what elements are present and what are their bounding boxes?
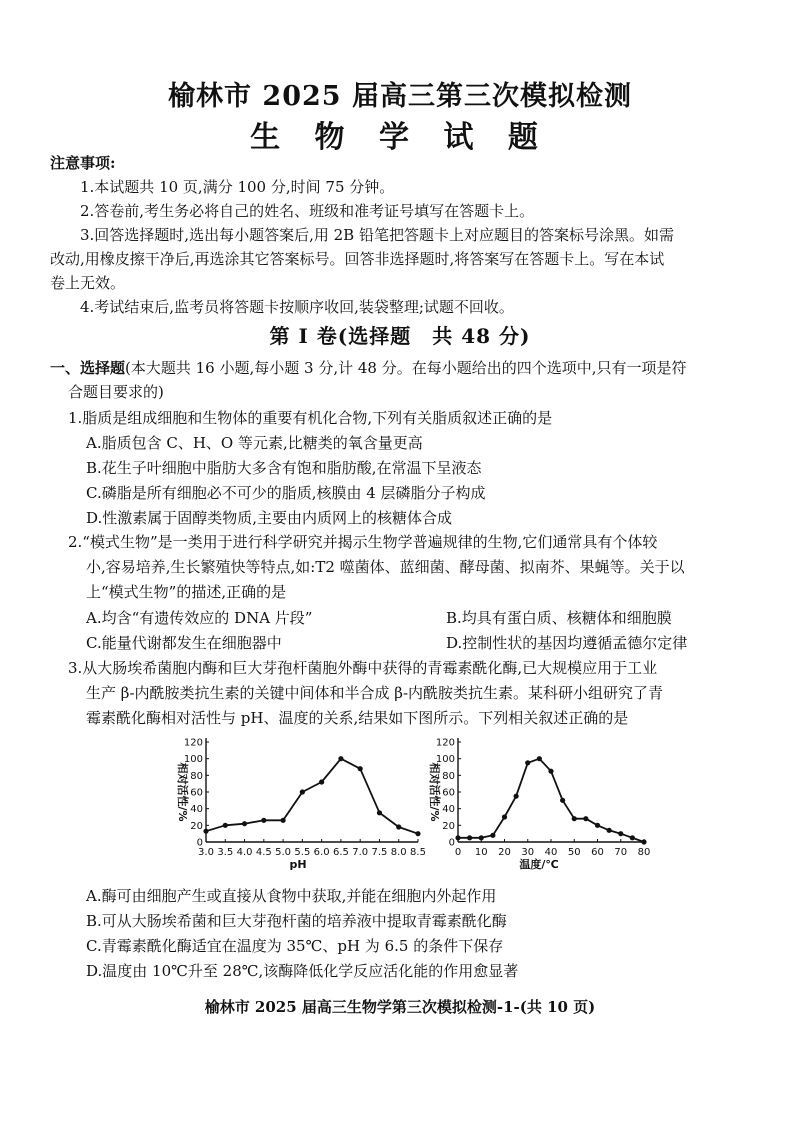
q3-option-d: D.温度由 10℃升至 28℃,该酶降低化学反应活化能的作用愈显著	[86, 962, 519, 980]
data-point	[525, 760, 530, 765]
x-tick-label: 5.0	[275, 847, 292, 858]
x-axis-label: 温度/℃	[519, 858, 559, 870]
x-tick-label: 4.5	[255, 847, 272, 858]
notice-item: 3.回答选择题时,选出每小题答案后,用 2B 铅笔把答题卡上对应题目的答案标号涂黑。如需	[80, 226, 674, 244]
data-point	[479, 835, 484, 840]
data-point	[203, 829, 208, 834]
x-tick-label: 3.0	[198, 847, 214, 858]
exam-title: 榆林市 2025 届高三第三次模拟检测	[168, 81, 632, 112]
x-tick-label: 6.5	[332, 847, 349, 858]
q3-stem: 霉素酰化酶相对活性与 pH、温度的关系,结果如下图所示。下列相关叙述正确的是	[86, 709, 629, 727]
notice-item: 2.答卷前,考生务必将自己的姓名、班级和准考证号填写在答题卡上。	[80, 202, 535, 220]
data-point	[595, 823, 600, 828]
x-tick-label: 20	[498, 847, 511, 858]
x-tick-label: 4.0	[236, 847, 253, 858]
q1-option-d: D.性激素属于固醇类物质,主要由内质网上的核糖体合成	[86, 509, 453, 527]
y-axis-label: 相对活性/%	[428, 762, 441, 822]
section-intro-text: 合题目要求的)	[68, 383, 164, 401]
x-tick-label: 5.5	[294, 847, 311, 858]
x-axis-label: pH	[289, 858, 307, 870]
q2-stem: 小,容易培养,生长繁殖快等特点,如:T2 噬菌体、蓝细菌、酵母菌、拟南芥、果蝇等。关于以	[86, 558, 685, 576]
page-footer: 榆林市 2025 届高三生物学第三次模拟检测-1-(共 10 页)	[204, 998, 596, 1016]
y-tick-label: 80	[190, 770, 203, 782]
data-point	[319, 779, 324, 784]
data-point	[396, 824, 401, 829]
q1-option-b: B.花生子叶细胞中脂肪大多含有饱和脂肪酸,在常温下呈液态	[86, 459, 482, 477]
y-tick-label: 120	[183, 737, 203, 749]
x-tick-label: 40	[544, 847, 558, 858]
q2-option-a: A.均含“有遗传效应的 DNA 片段”	[86, 609, 313, 627]
notice-item: 改动,用橡皮擦干净后,再选涂其它答案标号。回答非选择题时,将答案写在答题卡上。写在本试	[50, 250, 665, 268]
section-intro-label: 一、选择题	[50, 359, 126, 377]
y-tick-label: 100	[183, 754, 203, 766]
x-tick-label: 10	[474, 847, 488, 858]
subject-title: 生 物 学 试 题	[250, 120, 550, 155]
q1-option-a: A.脂质包含 C、H、O 等元素,比糖类的氧含量更高	[86, 434, 423, 452]
data-point	[300, 789, 305, 794]
data-point	[358, 766, 363, 771]
q3-option-b: B.可从大肠埃希菌和巨大芽孢杆菌的培养液中提取青霉素酰化酶	[86, 912, 507, 930]
data-point	[537, 756, 542, 761]
data-point	[560, 798, 565, 803]
q1-stem: 1.脂质是组成细胞和生物体的重要有机化合物,下列有关脂质叙述正确的是	[68, 409, 553, 427]
data-point	[514, 794, 519, 799]
temperature-activity-chart	[418, 734, 668, 870]
data-point	[618, 831, 623, 836]
y-tick-label: 100	[435, 754, 455, 766]
y-tick-label: 60	[190, 787, 203, 799]
q2-option-d: D.控制性状的基因均遵循孟德尔定律	[446, 634, 688, 652]
x-tick-label: 30	[521, 847, 535, 858]
y-tick-label: 80	[442, 770, 455, 782]
q3-option-c: C.青霉素酰化酶适宜在温度为 35℃、pH 为 6.5 的条件下保存	[86, 937, 504, 955]
data-point	[377, 810, 382, 815]
x-tick-label: 8.0	[390, 847, 407, 858]
x-tick-label: 0	[454, 847, 462, 858]
x-tick-label: 50	[567, 847, 581, 858]
data-point	[223, 823, 228, 828]
data-point	[630, 835, 635, 840]
y-tick-label: 20	[442, 820, 455, 832]
q2-option-c: C.能量代谢都发生在细胞器中	[86, 634, 282, 652]
data-point	[467, 835, 472, 840]
data-point	[502, 814, 507, 819]
series-line	[206, 759, 418, 834]
x-tick-label: 7.5	[371, 847, 388, 858]
x-tick-label: 60	[591, 847, 604, 858]
q3-option-a: A.酶可由细胞产生或直接从食物中获取,并能在细胞内外起作用	[86, 887, 497, 905]
q2-stem: 上“模式生物”的描述,正确的是	[86, 583, 287, 601]
x-tick-label: 6.0	[313, 847, 330, 858]
q2-option-b: B.均具有蛋白质、核糖体和细胞膜	[446, 609, 672, 627]
q2-stem: 2.“模式生物”是一类用于进行科学研究并揭示生物学普遍规律的生物,它们通常具有个体较	[68, 533, 658, 551]
data-point	[455, 835, 460, 840]
x-tick-label: 3.5	[217, 847, 234, 858]
data-point	[261, 818, 266, 823]
x-tick-label: 80	[637, 847, 651, 858]
data-point	[572, 816, 577, 821]
q3-stem: 生产 β-内酰胺类抗生素的关键中间体和半合成 β-内酰胺类抗生素。某科研小组研究了青	[86, 684, 664, 702]
notice-item: 卷上无效。	[50, 274, 126, 292]
notice-heading: 注意事项:	[50, 154, 116, 172]
x-tick-label: 8.5	[410, 847, 426, 858]
data-point	[280, 818, 285, 823]
section-intro	[50, 356, 687, 380]
data-point	[583, 816, 588, 821]
y-tick-label: 120	[435, 737, 455, 749]
data-point	[490, 833, 495, 838]
data-point	[607, 828, 612, 833]
notice-item: 4.考试结束后,监考员将答题卡按顺序收回,装袋整理;试题不回收。	[80, 298, 514, 316]
section-intro-text: (本大题共 16 小题,每小题 3 分,计 48 分。在每小题给出的四个选项中,只有一项是符	[125, 359, 687, 377]
y-tick-label: 40	[190, 804, 203, 816]
y-tick-label: 20	[190, 820, 203, 832]
q1-option-c: C.磷脂是所有细胞必不可少的脂质,核膜由 4 层磷脂分子构成	[86, 484, 486, 502]
data-point	[242, 821, 247, 826]
notice-item: 1.本试题共 10 页,满分 100 分,时间 75 分钟。	[80, 178, 395, 196]
y-tick-label: 40	[442, 804, 455, 816]
y-tick-label: 0	[448, 837, 455, 849]
y-tick-label: 0	[196, 837, 203, 849]
data-point	[641, 839, 646, 844]
x-tick-label: 70	[614, 847, 628, 858]
data-point	[548, 769, 553, 774]
y-axis-label: 相对活性/%	[176, 762, 189, 822]
ph-activity-chart	[168, 734, 436, 870]
section-title: 第 I 卷(选择题 共 48 分)	[269, 324, 531, 348]
y-tick-label: 60	[442, 787, 455, 799]
data-point	[338, 756, 343, 761]
x-tick-label: 7.0	[352, 847, 369, 858]
q3-stem: 3.从大肠埃希菌胞内酶和巨大芽孢杆菌胞外酶中获得的青霉素酰化酶,已大规模应用于工业	[68, 659, 658, 677]
